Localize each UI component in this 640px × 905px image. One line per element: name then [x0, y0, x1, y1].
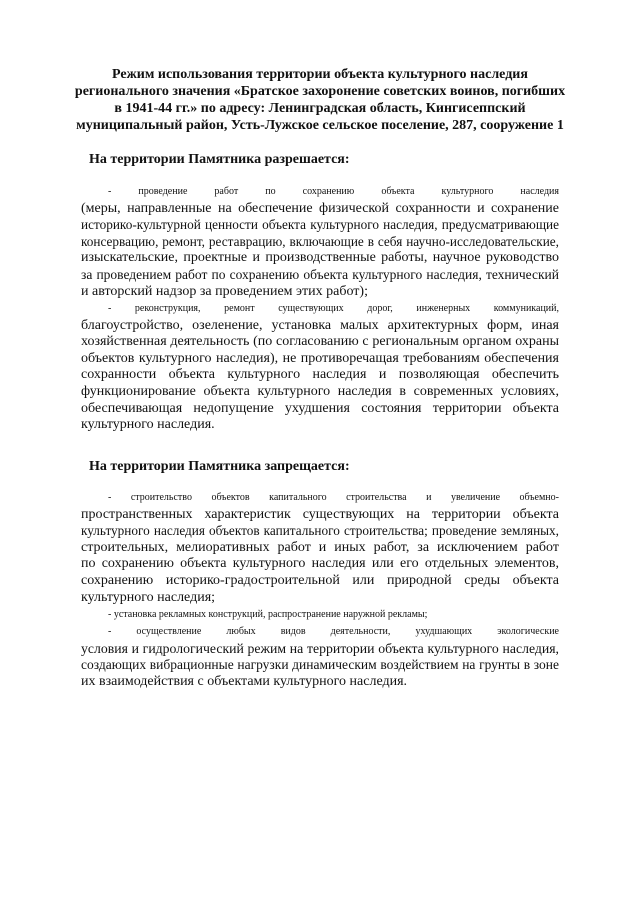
- paragraph-line: - установка рекламных конструкций, распространение наружной рекламы;: [108, 609, 428, 620]
- paragraph-line: благоустройство, озеленение, установка малых архитектурных форм, иная: [81, 317, 559, 333]
- paragraph-line: - проведение работ по сохранению объекта культурного наследия: [108, 186, 559, 197]
- document-title: [60, 66, 580, 134]
- paragraph-line: пространственных характеристик существующих на территории объекта: [81, 506, 559, 522]
- allowed-item-reconstruction: [81, 301, 559, 434]
- paragraph-line: консервацию, ремонт, реставрацию, включающие в себя научно-исследовательские,: [81, 233, 559, 249]
- allowed-heading: На территории Памятника разрешается:: [89, 152, 350, 167]
- paragraph-line: строительных, мелиоративных работ и иных работ, за исключением работ: [81, 539, 559, 555]
- paragraph-line: условия и гидрологический режим на территории объекта культурного наследия,: [81, 640, 559, 656]
- paragraph-line: историко-культурной ценности объекта культурного наследия, предусматривающие: [81, 217, 559, 233]
- paragraph-line: - реконструкция, ремонт существующих дорог, инженерных коммуникаций,: [108, 303, 559, 314]
- prohibited-item-advertising: [81, 607, 559, 624]
- paragraph-line: культурного наследия объектов капитального строительства; проведение земляных,: [81, 523, 559, 539]
- title-line: регионального значения «Братское захоронение советских воинов, погибших: [74, 84, 566, 99]
- paragraph-line: культурного наследия;: [81, 589, 216, 605]
- paragraph-line: сохранению историко-градостроительной или природной среды объекта: [81, 572, 559, 588]
- paragraph-line: - осуществление любых видов деятельности, ухудшающих экологические: [108, 626, 559, 637]
- prohibited-item-ecology: [81, 624, 559, 690]
- paragraph-line: и авторский надзор за проведением этих работ);: [81, 283, 368, 299]
- paragraph-line: за проведением работ по сохранению объекта культурного наследия, технический: [81, 266, 559, 282]
- paragraph-line: по сохранению объекта культурного наследия или его отдельных элементов,: [81, 556, 559, 572]
- title-line: муниципальный район, Усть-Лужское сельское поселение, 287, сооружение 1: [76, 118, 564, 133]
- title-line: в 1941-44 гг.» по адресу: Ленинградская область, Кингисеппский: [114, 101, 526, 116]
- prohibited-heading: На территории Памятника запрещается:: [89, 459, 350, 474]
- title-line: Режим использования территории объекта культурного наследия: [112, 67, 528, 82]
- paragraph-line: функционирование объекта культурного наследия в современных условиях,: [81, 383, 559, 399]
- paragraph-line: изыскательские, проектные и производственные работы, научное руководство: [81, 250, 559, 266]
- paragraph-line: культурного наследия.: [81, 417, 215, 433]
- prohibited-item-construction: [81, 490, 559, 606]
- paragraph-line: объектов культурного наследия), не противоречащая требованиям обеспечения: [81, 350, 559, 366]
- paragraph-line: - строительство объектов капитального строительства и увеличение объемно-: [108, 492, 559, 503]
- paragraph-line: обеспечивающая недопущение ухудшения состояния территории объекта: [81, 400, 559, 416]
- paragraph-line: создающих вибрационные нагрузки динамическим воздействием на грунты в зоне: [81, 657, 559, 673]
- paragraph-line: хозяйственная деятельность (по согласованию с региональным органом охраны: [81, 334, 559, 350]
- paragraph-line: (меры, направленные на обеспечение физической сохранности и сохранение: [81, 200, 559, 216]
- paragraph-line: сохранности объекта культурного наследия и позволяющая обеспечить: [81, 367, 559, 383]
- paragraph-line: их взаимодействия с объектами культурного наследия.: [81, 673, 408, 689]
- allowed-item-restoration: [81, 184, 559, 300]
